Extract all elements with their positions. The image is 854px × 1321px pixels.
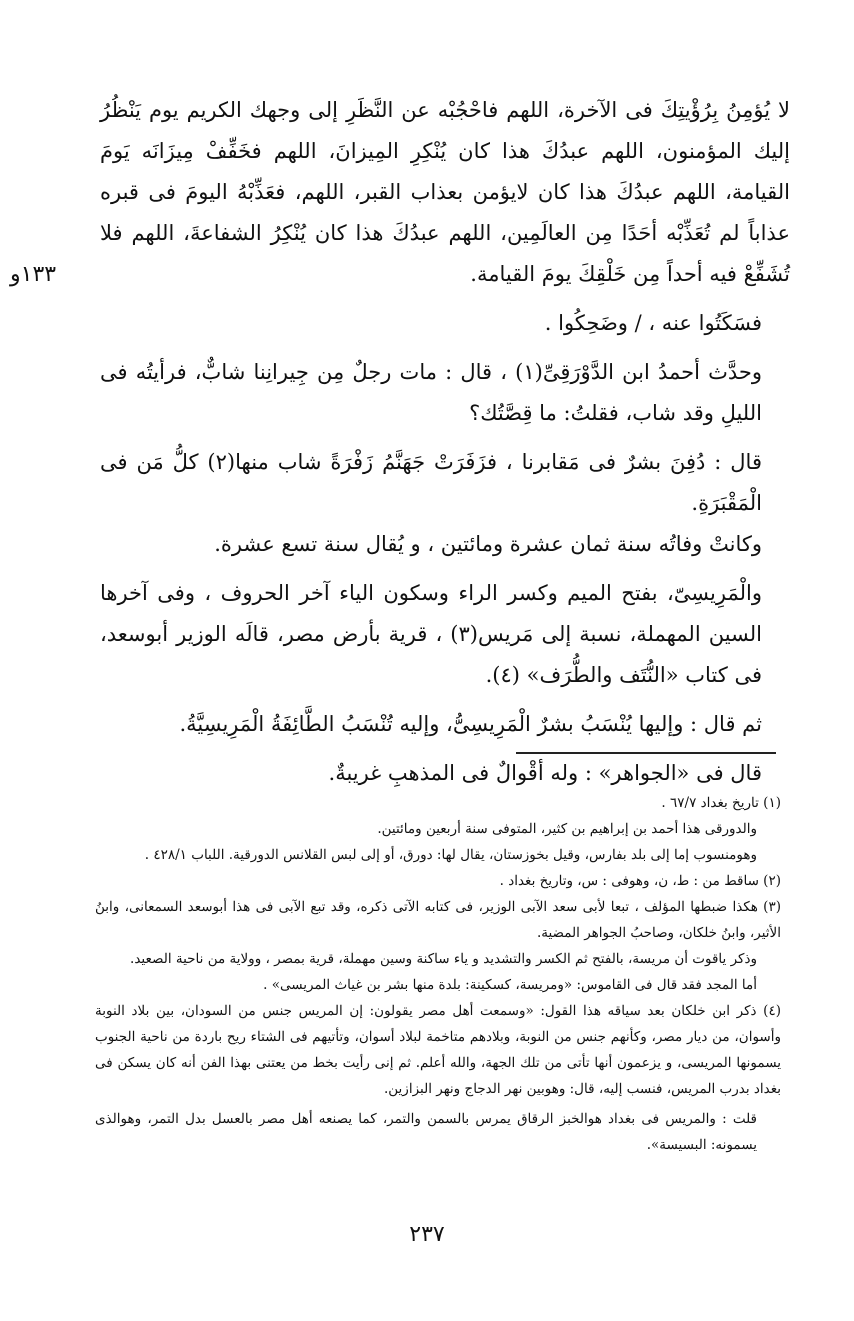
paragraph-marisiyya: ثم قال : وإليها يُنْسَبُ بشرٌ الْمَرِيسِىُّ، وإليه تُنْسَبُ الطَّائِفَةُ الْمَرِيسِيَّةُ.	[179, 712, 762, 736]
footnote-1: (١) تاريخ بغداد ٦٧/٧ .	[661, 795, 781, 811]
footnote-4-note-a: قلت : والمريس فى بغداد هوالخبز الرقاق يمرس بالسمن والتمر، كما يصنعه أهل مصر بالعسل بدل التمر، وهوالذى يسمونه: البسيسة».	[95, 1111, 757, 1153]
page-number: ٢٣٧	[409, 1222, 445, 1247]
paragraph-marisi-nisba: والْمَرِيسِىّ، بفتح الميم وكسر الراء وسكون الياء آخر الحروف ، وفى آخرها السين المهملة، نسبة إلى مَريس(٣) ، قرية بأرض مصر، قالَه الوزير أبوسعد، فى كتاب «النُّتَف والطُّرَف» (٤).	[100, 581, 763, 687]
footnote-1-note-b: وهومنسوب إما إلى بلد بفارس، وقيل بخوزستان، يقال لها: دورق، أو إلى لبس القلانس الدورقية. اللباب ٤٢٨/١ .	[144, 847, 757, 863]
footnote-3-note-b: أما المجد فقد قال فى القاموس: «ومريسة، كسكينة: بلدة منها بشر بن غياث المريسى» .	[263, 977, 757, 993]
footnote-3-note-a: وذكر ياقوت أن مريسة، بالفتح ثم الكسر والتشديد و ياء ساكنة وسين مهملة، قرية بمصر ، وولاية من ناحية الصعيد.	[130, 951, 757, 967]
footnote-1-note-a: والدورقى هذا أحمد بن إبراهيم بن كثير، المتوفى سنة أربعين ومائتين.	[377, 821, 757, 837]
paragraph-prayer: لا يُؤمِنُ بِرُؤْيتِكَ فى الآخرة، اللهم فاحْجُبْه عن النَّظَرِ إلى وجهك الكريم يوم يَنْظُرُ إليك المؤمنون، اللهم عبدُكَ هذا كان يُنْكِرِ المِيزانَ، اللهم فخَفِّفْ مِيزَانَه يَومَ القيامة، اللهم عبدُكَ هذا كان لايؤمن بعذاب القبر، اللهم، فعَذِّبْهُ اليومَ فى قبره عذاباً لم تُعَذِّبْه أحَدًا مِن العالَمِين، اللهم عبدُكَ هذا كان يُنْكِرُ الشفاعةَ، اللهم فلا تُشَفِّعْ فيه أحداً مِن خَلْقِكَ يومَ القيامة.	[100, 98, 791, 286]
main-text	[100, 90, 790, 794]
footnotes	[95, 790, 781, 1158]
paragraph-jawahir: قال فى «الجواهر» : وله أقْوالٌ فى المذهبِ غريبةٌ.	[328, 761, 762, 785]
footnote-4: (٤) ذكر ابن خلكان بعد سياقه هذا القول: «وسمعت أهل مصر يقولون: إن المريس جنس من السودان، بين بلاد النوبة وأسوان، من ديار مصر، وكأنهم جنس من النوبة، وبلادهم متاخمة لبلاد أسوان، وتأتيهم فى الشتاء ريح باردة من ناحية الجنوب يسمونها المريسى، و يزعمون أنها تأتى من تلك الجهة، والله أعلم. ثم إنى رأيت بخط من يعتنى بهذا الفن أنه كان يسكن فى بغداد بدرب المريس، فنسب إليه، قال: وهوبين نهر الدجاج ونهر البزازين.	[95, 1003, 781, 1097]
paragraph-death-date: وكانتْ وفاتُه سنة ثمان عشرة ومائتين ، و يُقال سنة تسع عشرة.	[214, 532, 762, 556]
footnote-2: (٢) ساقط من : ط، ن، وهوفى : س، وتاريخ بغداد .	[499, 873, 781, 889]
margin-folio-note: ١٣٣و	[10, 262, 57, 287]
footnote-divider	[516, 752, 776, 754]
paragraph-dawraqi: وحدَّث أحمدُ ابن الدَّوْرَقِىِّ(١) ، قال : مات رجلٌ مِن جِيرانِنا شابٌّ، فرأيتُه فى الليلِ وقد شاب، فقلتُ: ما قِصَّتُك؟	[100, 360, 763, 425]
footnote-3: (٣) هكذا ضبطها المؤلف ، تبعا لأبى سعد الآبى الوزير، فى كتابه الآتى ذكره، وقد تبع الآبى فى هذا أبوسعد السمعانى، وابنُ الأثير، وابنُ خلكان، وصاحبُ الجواهر المضية.	[95, 899, 781, 941]
paragraph-buried: قال : دُفِنَ بشرٌ فى مَقابرنا ، فزَفَرَتْ جَهَنَّمُ زَفْرَةً شاب منها(٢) كلُّ مَن فى الْمَقْبَرَةِ.	[100, 450, 762, 515]
paragraph-silence: فسَكَتُوا عنه ، / وضَحِكُوا .	[544, 311, 762, 335]
